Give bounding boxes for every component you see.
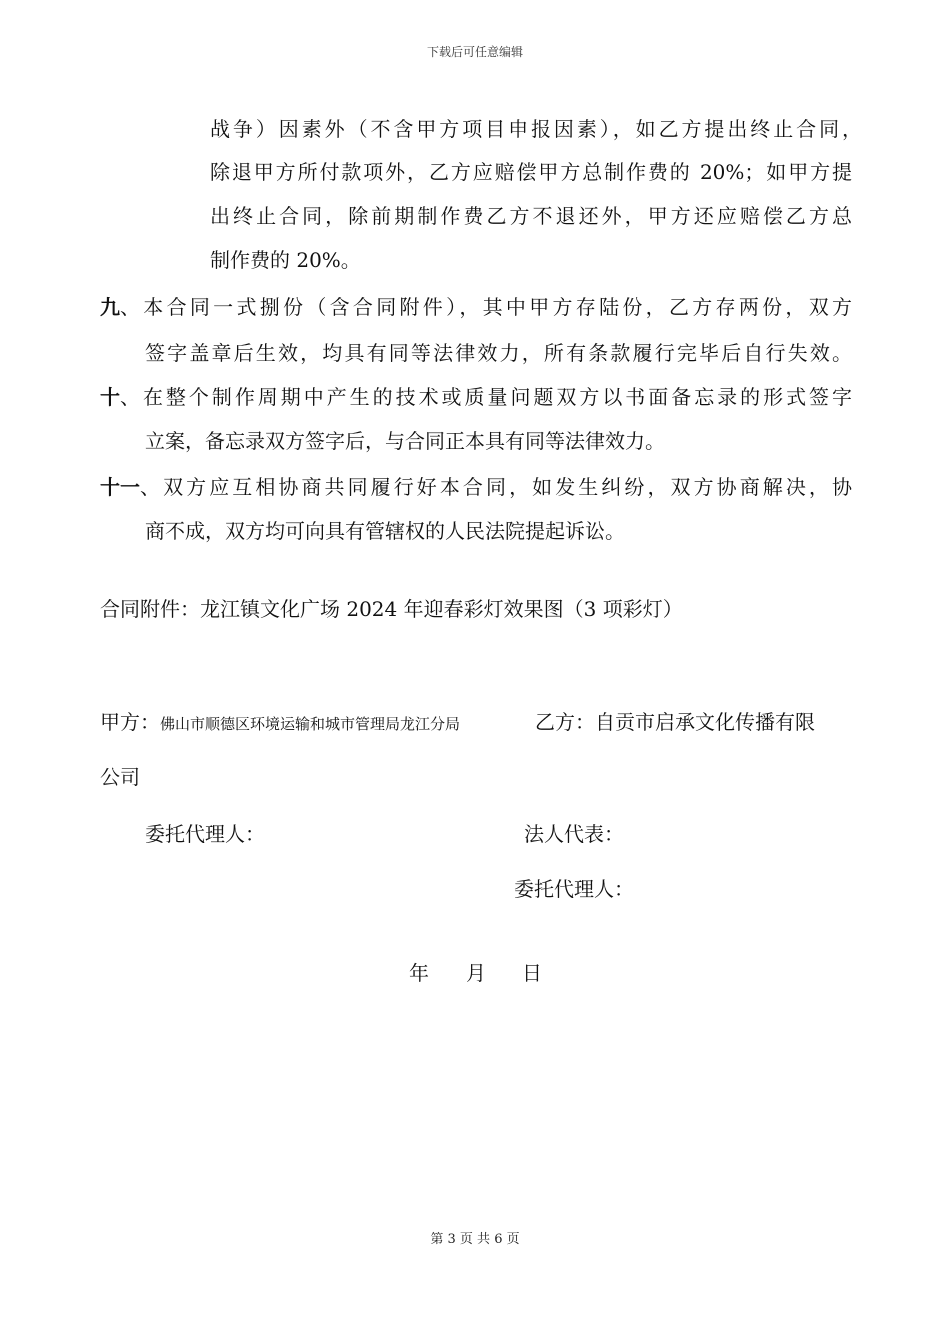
party-a-label: 甲方： xyxy=(100,710,160,734)
clause-8-line: 战争）因素外（不含甲方项目申报因素），如乙方提出终止合同， xyxy=(210,117,862,141)
clause-11-first-line xyxy=(100,474,852,500)
party-b xyxy=(535,709,815,735)
date-month: 月 xyxy=(466,961,486,985)
date-day: 日 xyxy=(522,961,542,985)
clause-9-first-line xyxy=(100,294,852,320)
clause-8-line: 制作费的 20%。 xyxy=(210,248,361,272)
page-footer: 第 3 页 共 6 页 xyxy=(430,1232,520,1247)
party-b-agent-label: 委托代理人： xyxy=(514,877,634,901)
clause-10-first-line xyxy=(100,384,852,410)
party-a-agent-label: 委托代理人： xyxy=(145,822,265,846)
clause-9-second-line: 签字盖章后生效，均具有同等法律效力，所有条款履行完毕后自行失效。 xyxy=(145,341,852,365)
attachment-note: 合同附件：龙江镇文化广场 2024 年迎春彩灯效果图（3 项彩灯） xyxy=(100,597,683,621)
party-b-label: 乙方： xyxy=(535,710,595,734)
party-b-name: 自贡市启承文化传播有限 xyxy=(595,710,815,734)
clause-number: 九 xyxy=(100,295,120,319)
party-a-name: 佛山市顺德区环境运输和城市管理局龙江分局 xyxy=(160,715,461,733)
clause-8-line: 除退甲方所付款项外，乙方应赔偿甲方总制作费的 20%；如甲方提 xyxy=(210,160,852,184)
clause-number: 十 xyxy=(100,385,120,409)
clause-text: 、本合同一式捌份（含合同附件），其中甲方存陆份，乙方存两份，双方 xyxy=(120,295,852,319)
page-header: 下载后可任意编辑 xyxy=(426,45,523,59)
clause-8-line: 出终止合同，除前期制作费乙方不退还外，甲方还应赔偿乙方总 xyxy=(210,204,852,228)
clause-text: 、在整个制作周期中产生的技术或质量问题双方以书面备忘录的形式签字 xyxy=(120,385,852,409)
party-b-legal-rep-label: 法人代表： xyxy=(524,822,624,846)
clause-text: 、双方应互相协商共同履行好本合同，如发生纠纷，双方协商解决，协 xyxy=(140,475,852,499)
party-b-name-continuation: 公司 xyxy=(100,765,140,789)
date-year: 年 xyxy=(409,961,429,985)
party-a xyxy=(100,709,460,737)
clause-10-second-line: 立案，备忘录双方签字后，与合同正本具有同等法律效力。 xyxy=(145,429,665,453)
clause-11-second-line: 商不成，双方均可向具有管辖权的人民法院提起诉讼。 xyxy=(145,519,625,543)
clause-number: 十一 xyxy=(100,475,140,499)
